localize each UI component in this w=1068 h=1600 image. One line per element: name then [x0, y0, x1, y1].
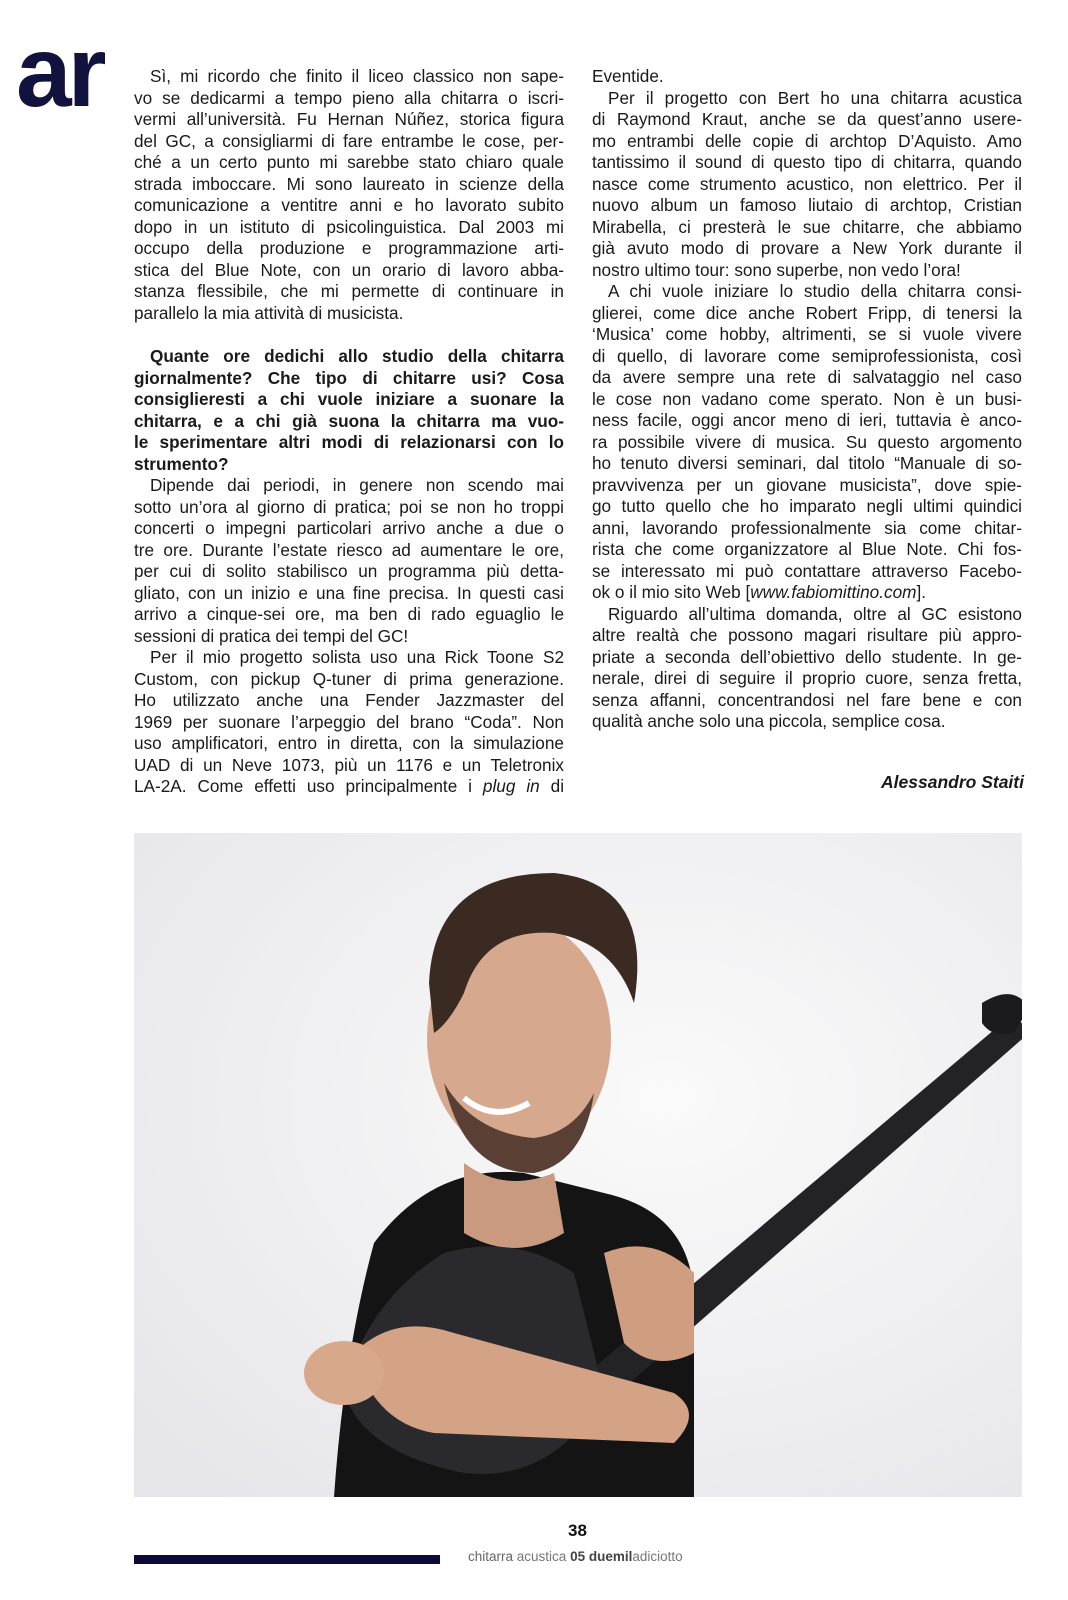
text-line: stanza flessibile, che mi permette di continuare in — [134, 281, 564, 301]
text-line: senza affanni, concentrandosi nel fare bene e con — [592, 689, 1022, 710]
photo-illustration — [134, 833, 1022, 1497]
text-line: glierei, come dice anche Robert Fripp, di tenersi la — [592, 302, 1022, 323]
text-fragment: ]. — [916, 582, 927, 602]
text-line: 1969 per suonare l’arpeggio del brano “Coda”. Non — [134, 711, 564, 732]
text-line: nuovo album un famoso liutaio di archtop, Cristian — [592, 195, 1022, 215]
question-line: chitarra, e a chi già suona la chitarra ma vuo- — [134, 410, 564, 431]
article-column-2 — [592, 66, 1022, 733]
article-column-1 — [134, 66, 564, 798]
website-link[interactable]: www.fabiomittino.com — [750, 582, 917, 602]
text-line: go tutto quello che ho imparato negli ultimi quindici — [592, 496, 1022, 516]
text-line: tre ore. Durante l’estate riesco ad aumentare le ore, — [134, 539, 564, 560]
footer-bar — [134, 1555, 440, 1564]
text-line: vo se dedicarmi a tempo pieno alla chitarra o iscri- — [134, 87, 564, 108]
text-line: sessioni di pratica dei tempi del GC! — [134, 625, 409, 646]
issue-year-bold: duemil — [588, 1549, 633, 1564]
question-line: le sperimentare altri modi di relazionarsi con lo — [134, 432, 564, 452]
text-line: Per il mio progetto solista uso una Rick Toone S2 — [150, 647, 564, 667]
text-line: arrivo a cinque-sei ore, ma ben di rado eguaglio le — [134, 604, 564, 624]
text-line: per cui di solito stabilisco un programma più detta- — [134, 561, 564, 581]
question-line: strumento? — [134, 453, 229, 474]
italic-term: plug in — [482, 776, 540, 796]
question-line: consiglieresti a chi vuole iniziare a suonare la — [134, 389, 564, 409]
text-line: ché a un certo punto mi sarebbe stato chiaro quale — [134, 152, 564, 172]
issue-year-rest: adiciotto — [632, 1549, 683, 1564]
paragraph-practice — [134, 475, 564, 647]
text-line: qualità anche solo una piccola, semplice cosa. — [592, 711, 946, 731]
text-line: A chi vuole iniziare lo studio della chitarra consi- — [608, 281, 1022, 301]
author-signature: Alessandro Staiti — [881, 772, 1024, 792]
text-line: vermi all’università. Fu Hernan Núñez, storica figura — [134, 109, 564, 129]
paragraph-advice — [592, 281, 1022, 604]
section-mark: ar — [16, 16, 103, 128]
text-line: Riguardo all’ultima domanda, oltre al GC esistono — [608, 603, 1022, 624]
text-line: ‘Musica’ come hobby, altrimenti, se si vuole vivere — [592, 324, 1022, 344]
text-line: UAD di un Neve 1073, più un 1176 e un Teletronix — [134, 754, 564, 775]
text-line: Per il progetto con Bert ho una chitarra acustica — [608, 87, 1022, 108]
text-line: le cose non vadano come sperato. Non è un busi- — [592, 388, 1022, 409]
text-line: ness facile, oggi ancor meno di ieri, tuttavia è anco- — [592, 410, 1022, 430]
text-line: sotto un’ora al giorno di pratica; poi se non ho troppi — [134, 496, 564, 517]
text-line: Sì, mi ricordo che finito il liceo classico non sape- — [150, 66, 564, 86]
question-line: giornalmente? Che tipo di chitarre usi? Cosa — [134, 367, 564, 388]
guitarist-photo — [134, 833, 1022, 1497]
text-line: nerale, direi di seguire il proprio cuore, senza fretta, — [592, 668, 1022, 688]
text-line: tantissimo il sound di questo tipo di chitarra, quando — [592, 152, 1022, 172]
text-line: comunicazione a ventitre anni e ho lavorato subito — [134, 195, 564, 215]
text-line: gliato, con un inizio e una fine precisa. In questi casi — [134, 582, 564, 603]
text-line: parallelo la mia attività di musicista. — [134, 302, 404, 323]
text-line: ho tenuto diversi seminari, dal titolo “Manuale di so- — [592, 453, 1022, 473]
paragraph-gear — [134, 647, 564, 798]
text-line: pravvivenza per un giovane musicista”, dove spie- — [592, 474, 1022, 495]
issue-number: 05 — [570, 1549, 589, 1564]
text-line: se interessato mi può contattare attraverso Facebo- — [592, 560, 1022, 581]
text-fragment: ok o il mio sito Web [ — [592, 582, 751, 602]
text-line: nostro ultimo tour: sono superbe, non vedo l’ora! — [592, 259, 961, 280]
magazine-name-part: chitarra — [468, 1549, 517, 1564]
text-line: di quello, di lavorare come semiprofessionista, così — [592, 345, 1022, 366]
text-line: strada imboccare. Mi sono laureato in scienze della — [134, 173, 564, 194]
text-line: stica del Blue Note, con un orario di lavoro abba- — [134, 259, 564, 280]
text-line: già avuto modo di provare a New York durante il — [592, 238, 1022, 258]
interview-question — [134, 346, 564, 475]
text-line: altre realtà che possono magari risultare più appro- — [592, 625, 1022, 645]
magazine-name-part: acustica — [516, 1549, 571, 1564]
text-line: di Raymond Kraut, anche se da quest’anno usere- — [592, 109, 1022, 129]
text-fragment: di — [539, 776, 565, 796]
text-line: Dipende dai periodi, in genere non scendo mai — [150, 475, 564, 495]
text-line: Custom, con pickup Q-tuner di prima generazione. — [134, 668, 564, 689]
text-line: rista che come organizzatore al Blue Note. Chi fos- — [592, 539, 1022, 559]
text-fragment: LA-2A. Come effetti uso principalmente i — [134, 776, 483, 796]
text-line: concerti o impegni particolari arrivo anche a due o — [134, 518, 564, 538]
text-line — [134, 776, 564, 798]
page-number: 38 — [568, 1521, 587, 1540]
text-line — [592, 582, 1022, 604]
text-line: da avere sempre una rete di salvataggio nel caso — [592, 367, 1022, 387]
text-line: priate a seconda dell’obiettivo dello studente. In ge- — [592, 646, 1022, 667]
text-line: uso amplificatori, entro in diretta, con la simulazione — [134, 733, 564, 753]
text-line: mo entrambi delle copie di archtop D’Aquisto. Amo — [592, 130, 1022, 151]
text-line: dopo in un istituto di psicolinguistica. Dal 2003 mi — [134, 216, 564, 237]
paragraph-intro — [134, 66, 564, 324]
text-line: ra possibile vivere di musica. Su questo argomento — [592, 431, 1022, 452]
paragraph-acoustic — [592, 88, 1022, 282]
text-line: Eventide. — [592, 66, 664, 86]
paragraph-closing — [592, 604, 1022, 733]
text-line: nasce come strumento acustico, non elettrico. Per il — [592, 173, 1022, 194]
text-line: Mirabella, ci presterà le sue chitarre, che abbiamo — [592, 216, 1022, 237]
text-line: del GC, a consigliarmi di fare entrambe le cose, per- — [134, 130, 564, 151]
text-line: Ho utilizzato anche una Fender Jazzmaster del — [134, 690, 564, 710]
magazine-footer — [468, 1549, 683, 1564]
question-line: Quante ore dedichi allo studio della chitarra — [150, 346, 564, 366]
text-line: occupo della produzione e programmazione arti- — [134, 238, 564, 258]
text-line: anni, lavorando professionalmente sia come chitar- — [592, 517, 1022, 538]
